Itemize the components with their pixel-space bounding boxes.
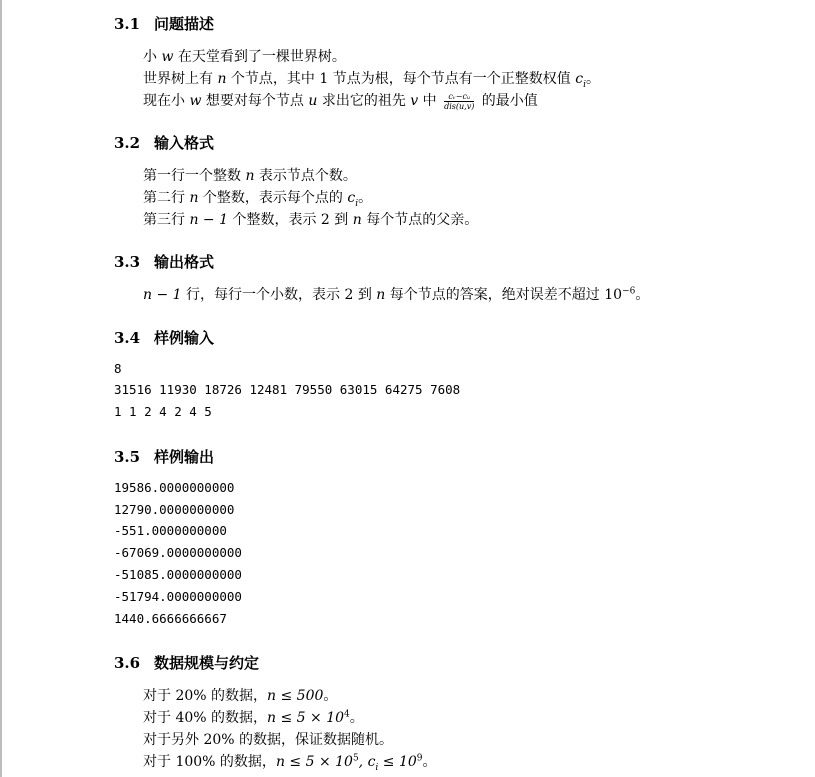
math-v: v [410, 93, 419, 109]
math-two: 2 [320, 212, 330, 228]
input-line-3 [143, 209, 478, 229]
math-sub-i: i [583, 79, 586, 90]
sample-output-line: 19586.0000000000 [114, 480, 235, 495]
math-c: c [575, 71, 584, 87]
percent: 40% [175, 710, 207, 726]
math-expr: n ≤ 500 [267, 688, 324, 704]
text: 想要对每个节点 [201, 93, 309, 109]
sample-output-line: 12790.0000000000 [114, 502, 235, 517]
input-line-1 [143, 165, 357, 185]
text: 个整数，表示每个点的 [198, 190, 348, 206]
section-number: 3.5 [114, 448, 141, 466]
sample-output-line: -67069.0000000000 [114, 545, 242, 560]
section-heading-3-6 [114, 652, 259, 673]
math-w: w [161, 49, 174, 65]
text: 小 [143, 49, 162, 65]
text: 第三行 [143, 212, 190, 228]
math-w: w [189, 93, 202, 109]
math-n: n [189, 190, 199, 206]
text: 第一行一个整数 [143, 168, 246, 184]
math-expr: n ≤ 5 × 10 [267, 710, 345, 726]
sample-output-line: -51794.0000000000 [114, 589, 242, 604]
text: 第二行 [143, 190, 190, 206]
fraction-denominator: dis(u,v) [444, 101, 475, 111]
text: 现在小 [143, 93, 190, 109]
text: 。 [422, 754, 437, 770]
sample-output-line: 1440.6666666667 [114, 611, 227, 626]
text: 中 [418, 93, 442, 109]
text: 表示节点个数。 [254, 168, 357, 184]
text: 到 [353, 287, 377, 303]
sample-input-line: 1 1 2 4 2 4 5 [114, 404, 212, 419]
text: 每个节点的父亲。 [361, 212, 479, 228]
page-left-border [0, 0, 2, 777]
section-title: 数据规模与约定 [154, 654, 260, 672]
math-expr: n − 1 [189, 212, 229, 228]
percent: 20% [203, 732, 235, 748]
text: 。 [635, 287, 650, 303]
text: 对于 [143, 710, 176, 726]
output-line-1 [143, 284, 649, 304]
math-n: n [217, 71, 227, 87]
sample-input-line: 31516 11930 18726 12481 79550 63015 64275 7608 [114, 382, 461, 397]
text: 世界树上有 [143, 71, 218, 87]
text: 对于另外 [143, 732, 204, 748]
text: 到 [329, 212, 353, 228]
constraint-line-2 [143, 707, 364, 727]
section-number: 3.3 [114, 253, 141, 271]
text: 的数据，保证数据随机。 [234, 732, 394, 748]
math-exponent: −6 [622, 286, 636, 297]
text: 。 [323, 688, 338, 704]
math-base: 10 [604, 287, 623, 303]
math-two: 2 [344, 287, 354, 303]
text: 个整数，表示 [228, 212, 321, 228]
math-one: 1 [319, 71, 329, 87]
text: 节点为根，每个节点有一个正整数权值 [328, 71, 576, 87]
math-expr: n ≤ 5 × 10 [275, 754, 353, 770]
section-title: 输出格式 [154, 253, 215, 271]
math-sub-i: i [355, 198, 359, 209]
text: 的数据， [206, 710, 268, 726]
math-expr: n − 1 [143, 287, 182, 303]
constraint-line-1 [143, 685, 337, 705]
fraction [444, 92, 474, 111]
percent: 100% [175, 754, 216, 770]
section-heading-3-4 [114, 327, 214, 348]
text: 对于 [143, 688, 176, 704]
math-sub-i: i [375, 762, 379, 773]
text: 对于 [143, 754, 176, 770]
section-title: 问题描述 [154, 15, 215, 33]
math-expr: ≤ 10 [378, 754, 417, 770]
math-c: c [347, 190, 356, 206]
text: 在天堂看到了一棵世界树。 [173, 49, 346, 65]
section-number: 3.2 [114, 134, 141, 152]
text: 。 [349, 710, 364, 726]
math-exponent: 9 [416, 753, 423, 764]
percent: 20% [175, 688, 207, 704]
section-title: 输入格式 [154, 134, 215, 152]
math-n: n [245, 168, 255, 184]
text: 行，每行一个小数，表示 [181, 287, 345, 303]
sample-output-line: -51085.0000000000 [114, 567, 242, 582]
text: 。 [585, 71, 600, 87]
math-c: , c [358, 754, 376, 770]
math-exponent: 5 [352, 753, 359, 764]
math-u: u [308, 93, 318, 109]
section-title: 样例输入 [154, 329, 215, 347]
section-heading-3-5 [114, 446, 214, 467]
input-line-2 [143, 187, 372, 209]
math-n: n [376, 287, 386, 303]
section-number: 3.4 [114, 329, 141, 347]
constraint-line-4 [143, 751, 437, 773]
desc-line-3 [143, 90, 538, 111]
text: 。 [358, 190, 373, 206]
section-number: 3.6 [114, 654, 141, 672]
sample-input-line: 8 [114, 361, 122, 376]
constraint-line-3 [143, 729, 393, 749]
sample-output-line: -551.0000000000 [114, 523, 227, 538]
text: 个节点，其中 [226, 71, 320, 87]
section-heading-3-2 [114, 132, 214, 153]
section-heading-3-3 [114, 251, 214, 272]
desc-line-1 [143, 46, 346, 66]
math-exponent: 4 [344, 709, 350, 720]
fraction-numerator: cᵥ−cᵤ [444, 92, 474, 102]
section-heading-3-1 [114, 13, 214, 34]
text: 的数据， [206, 688, 268, 704]
text: 的数据， [215, 754, 276, 770]
text: 求出它的祖先 [317, 93, 411, 109]
section-number: 3.1 [114, 15, 141, 33]
text: 每个节点的答案，绝对误差不超过 [385, 287, 605, 303]
math-n: n [352, 212, 362, 228]
section-title: 样例输出 [154, 448, 215, 466]
text: 的最小值 [477, 93, 538, 109]
desc-line-2 [143, 68, 600, 90]
